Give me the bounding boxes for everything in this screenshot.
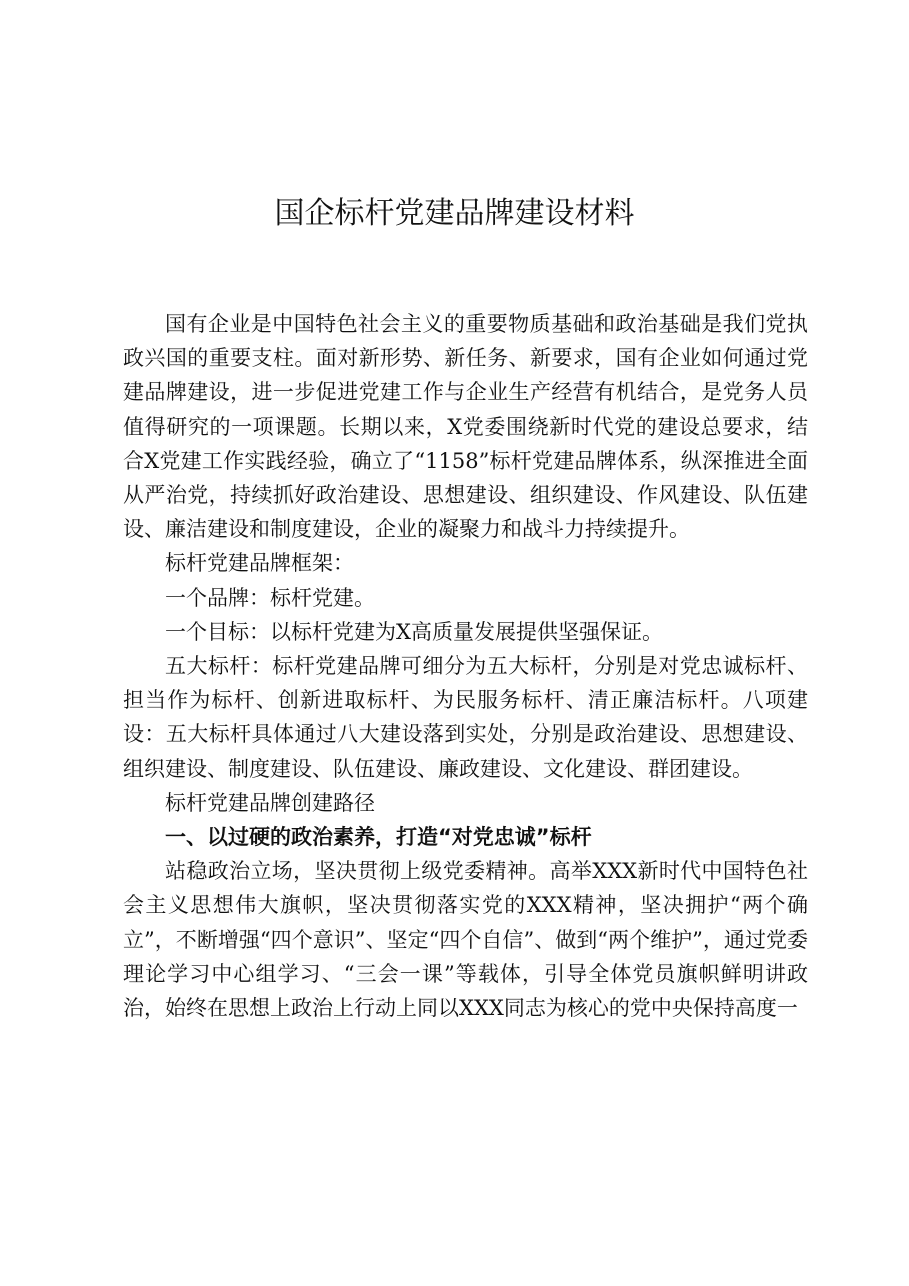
paragraph-political: 站稳政治立场，坚决贯彻上级党委精神。高举XXX新时代中国特色社会主义思想伟大旗帜，坚决贯彻落实党的XXX精神，坚决拥护“两个确立”，不断增强“四个意识”、坚定“四个自信”、做到“两个维护”，通过党委理论学习中心组学习、“三会一课”等载体，引导全体党员旗帜鲜明讲政治，始终在思想上政治上行动上同以XXX同志为核心的党中央保持高度一 <box>123 859 808 1021</box>
paragraph-path-label: 标杆党建品牌创建路径 <box>165 790 375 815</box>
document-body <box>123 307 808 1025</box>
paragraph-goal: 一个目标：以标杆党建为X高质量发展提供坚强保证。 <box>165 619 663 644</box>
paragraph-five-benchmarks: 五大标杆：标杆党建品牌可细分为五大标杆，分别是对党忠诚标杆、担当作为标杆、创新进取标杆、为民服务标杆、清正廉洁标杆。八项建设：五大标杆具体通过八大建设落到实处，分别是政治建设、思想建设、组织建设、制度建设、队伍建设、廉政建设、文化建设、群团建设。 <box>123 654 808 781</box>
paragraph-intro: 国有企业是中国特色社会主义的重要物质基础和政治基础是我们党执政兴国的重要支柱。面对新形势、新任务、新要求，国有企业如何通过党建品牌建设，进一步促进党建工作与企业生产经营有机结合，是党务人员值得研究的一项课题。长期以来，X党委围绕新时代党的建设总要求，结合X党建工作实践经验，确立了“1158”标杆党建品牌体系，纵深推进全面从严治党，持续抓好政治建设、思想建设、组织建设、作风建设、队伍建设、廉洁建设和制度建设，企业的凝聚力和战斗力持续提升。 <box>123 312 808 542</box>
section-heading-one: 一、以过硬的政治素养，打造“对党忠诚”标杆 <box>165 825 592 850</box>
paragraph-brand: 一个品牌：标杆党建。 <box>165 585 375 610</box>
document-title: 国企标杆党建品牌建设材料 <box>274 196 635 231</box>
paragraph-framework-label: 标杆党建品牌框架： <box>165 551 354 576</box>
